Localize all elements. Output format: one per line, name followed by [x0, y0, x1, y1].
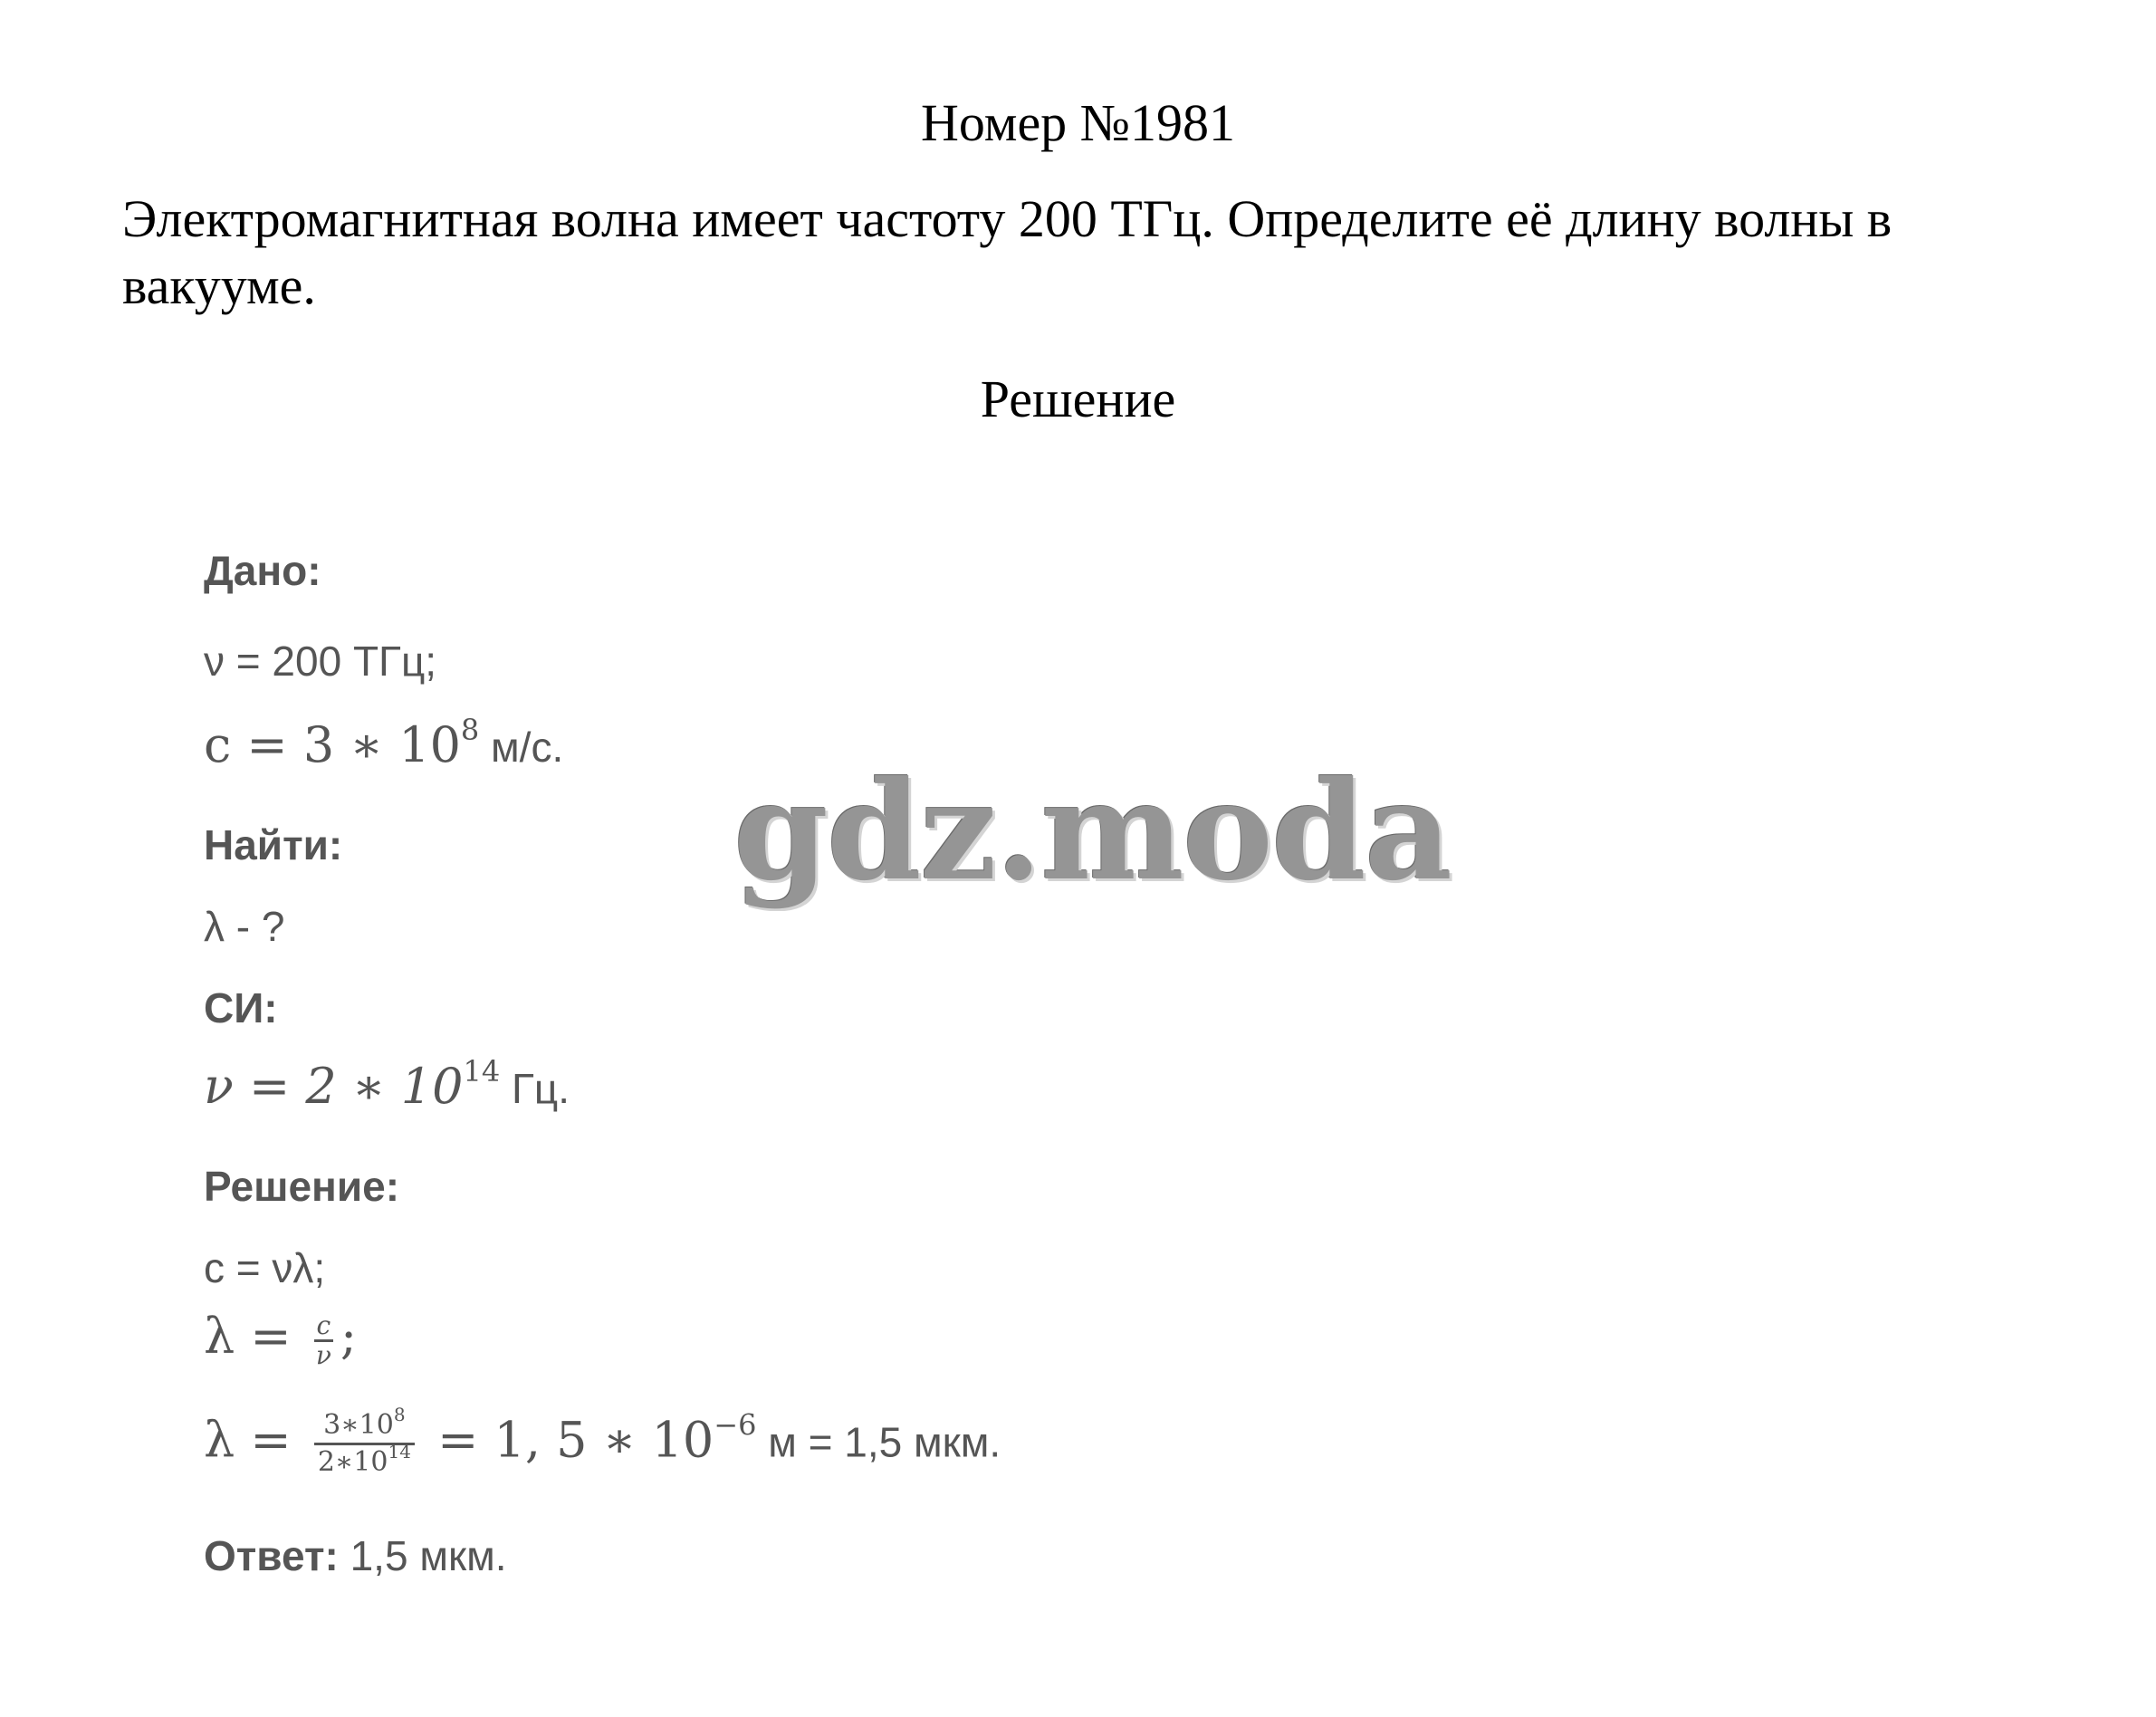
si-label: СИ:	[204, 984, 278, 1031]
given-label: Дано:	[204, 547, 321, 594]
problem-statement: Электромагнитная волна имеет частоту 200 ТГц. Определите её длину волны в вакууме.	[122, 189, 1892, 315]
watermark-logo: gdz.moda	[733, 752, 1452, 911]
answer: Ответ: 1,5 мкм.	[204, 1532, 507, 1579]
si-frequency: ν = 2 ∗ $10^{14}$ Гц.	[204, 1054, 570, 1115]
given-frequency: ν = 200 ТГц;	[204, 638, 437, 685]
solution-label: Решение:	[204, 1163, 400, 1210]
solution-heading: Решение	[980, 369, 1176, 428]
formula-wavelength-calculation: λ = $\frac{3∗10^8}{2∗10^{14}}$ = 1, 5 ∗ $10^{-6}$ м = 1,5 мкм.	[204, 1404, 1001, 1478]
find-label: Найти:	[204, 821, 343, 868]
page-title: Номер №1981	[920, 93, 1236, 152]
given-speed-of-light: c = 3 ∗ $10^8$ м/с.	[204, 713, 564, 773]
formula-wave-relation: c = νλ;	[204, 1244, 326, 1291]
find-value: λ - ?	[204, 903, 285, 950]
formula-wavelength: λ = $\frac{c}{\nu}$ ;	[204, 1308, 358, 1370]
